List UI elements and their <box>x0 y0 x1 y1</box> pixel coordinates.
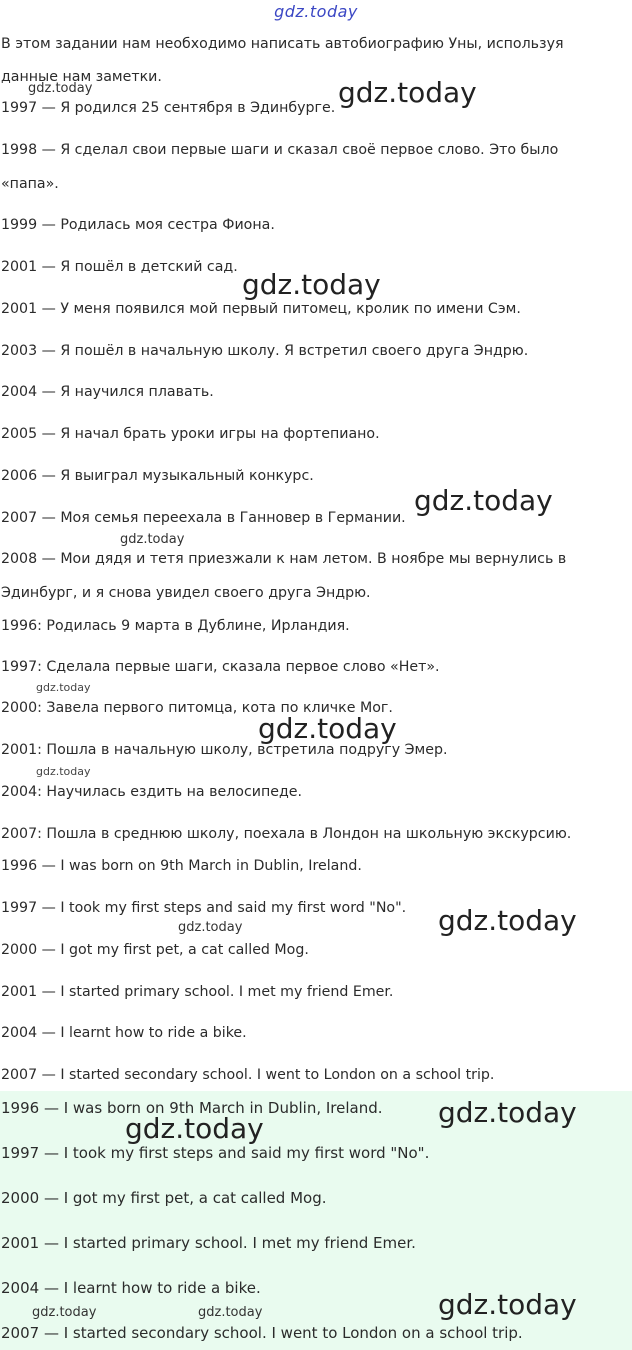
watermark: gdz.today <box>198 1305 263 1320</box>
example-line: 1998 — Я сделал свои первые шаги и сказал своё первое слово. Это было <box>1 142 559 158</box>
note-line: 2004: Научилась ездить на велосипеде. <box>1 784 303 800</box>
english-line: 2007 — I started secondary school. I went to London on a school trip. <box>1 1067 495 1083</box>
answer-line: 2007 — I started secondary school. I went to London on a school trip. <box>1 1324 523 1342</box>
english-line: 1997 — I took my first steps and said my first word "No". <box>1 900 407 916</box>
answer-line: 2000 — I got my first pet, a cat called Mog. <box>1 1189 327 1207</box>
intro-line: данные нам заметки. <box>1 69 162 85</box>
watermark: gdz.today <box>438 1096 577 1129</box>
english-line: 1996 — I was born on 9th March in Dublin, Ireland. <box>1 858 362 874</box>
watermark: gdz.today <box>120 532 185 547</box>
example-line: 2008 — Мои дядя и тетя приезжали к нам летом. В ноябре мы вернулись в <box>1 551 567 567</box>
example-line: 2001 — Я пошёл в детский сад. <box>1 259 238 275</box>
watermark: gdz.today <box>438 1288 577 1321</box>
example-line: 2007 — Моя семья переехала в Ганновер в Германии. <box>1 510 406 526</box>
watermark: gdz.today <box>28 81 93 96</box>
watermark: gdz.today <box>258 712 397 745</box>
watermark: gdz.today <box>36 765 91 778</box>
watermark: gdz.today <box>125 1112 264 1145</box>
example-line: Эдинбург, и я снова увидел своего друга Эндрю. <box>1 585 371 601</box>
watermark: gdz.today <box>36 681 91 694</box>
example-line: 2005 — Я начал брать уроки игры на фортепиано. <box>1 426 380 442</box>
watermark: gdz.today <box>338 76 477 109</box>
answer-line: 1997 — I took my first steps and said my first word "No". <box>1 1144 430 1162</box>
example-line: «папа». <box>1 176 59 192</box>
example-line: 2003 — Я пошёл в начальную школу. Я встретил своего друга Эндрю. <box>1 343 529 359</box>
example-line: 1997 — Я родился 25 сентября в Эдинбурге. <box>1 100 336 116</box>
note-line: 2007: Пошла в среднюю школу, поехала в Лондон на школьную экскурсию. <box>1 826 572 842</box>
answer-line: 2001 — I started primary school. I met my friend Emer. <box>1 1234 416 1252</box>
note-line: 2000: Завела первого питомца, кота по кличке Мог. <box>1 700 393 716</box>
watermark: gdz.today <box>32 1305 97 1320</box>
intro-line: В этом задании нам необходимо написать автобиографию Уны, используя <box>1 36 564 52</box>
example-line: 2004 — Я научился плавать. <box>1 384 214 400</box>
answer-line: 1996 — I was born on 9th March in Dublin, Ireland. <box>1 1099 383 1117</box>
note-line: 1996: Родилась 9 марта в Дублине, Ирландия. <box>1 618 350 634</box>
answer-line: 2004 — I learnt how to ride a bike. <box>1 1279 261 1297</box>
watermark: gdz.today <box>178 920 243 935</box>
example-line: 1999 — Родилась моя сестра Фиона. <box>1 217 275 233</box>
watermark: gdz.today <box>414 484 553 517</box>
note-line: 1997: Сделала первые шаги, сказала первое слово «Нет». <box>1 659 440 675</box>
english-line: 2004 — I learnt how to ride a bike. <box>1 1025 247 1041</box>
watermark: gdz.today <box>438 904 577 937</box>
note-line: 2001: Пошла в начальную школу, встретила подругу Эмер. <box>1 742 448 758</box>
watermark: gdz.today <box>242 268 381 301</box>
example-line: 2006 — Я выиграл музыкальный конкурс. <box>1 468 314 484</box>
example-line: 2001 — У меня появился мой первый питомец, кролик по имени Сэм. <box>1 301 521 317</box>
english-line: 2000 — I got my first pet, a cat called Mog. <box>1 942 309 958</box>
site-logo[interactable]: gdz.today <box>274 2 358 21</box>
english-line: 2001 — I started primary school. I met my friend Emer. <box>1 984 394 1000</box>
